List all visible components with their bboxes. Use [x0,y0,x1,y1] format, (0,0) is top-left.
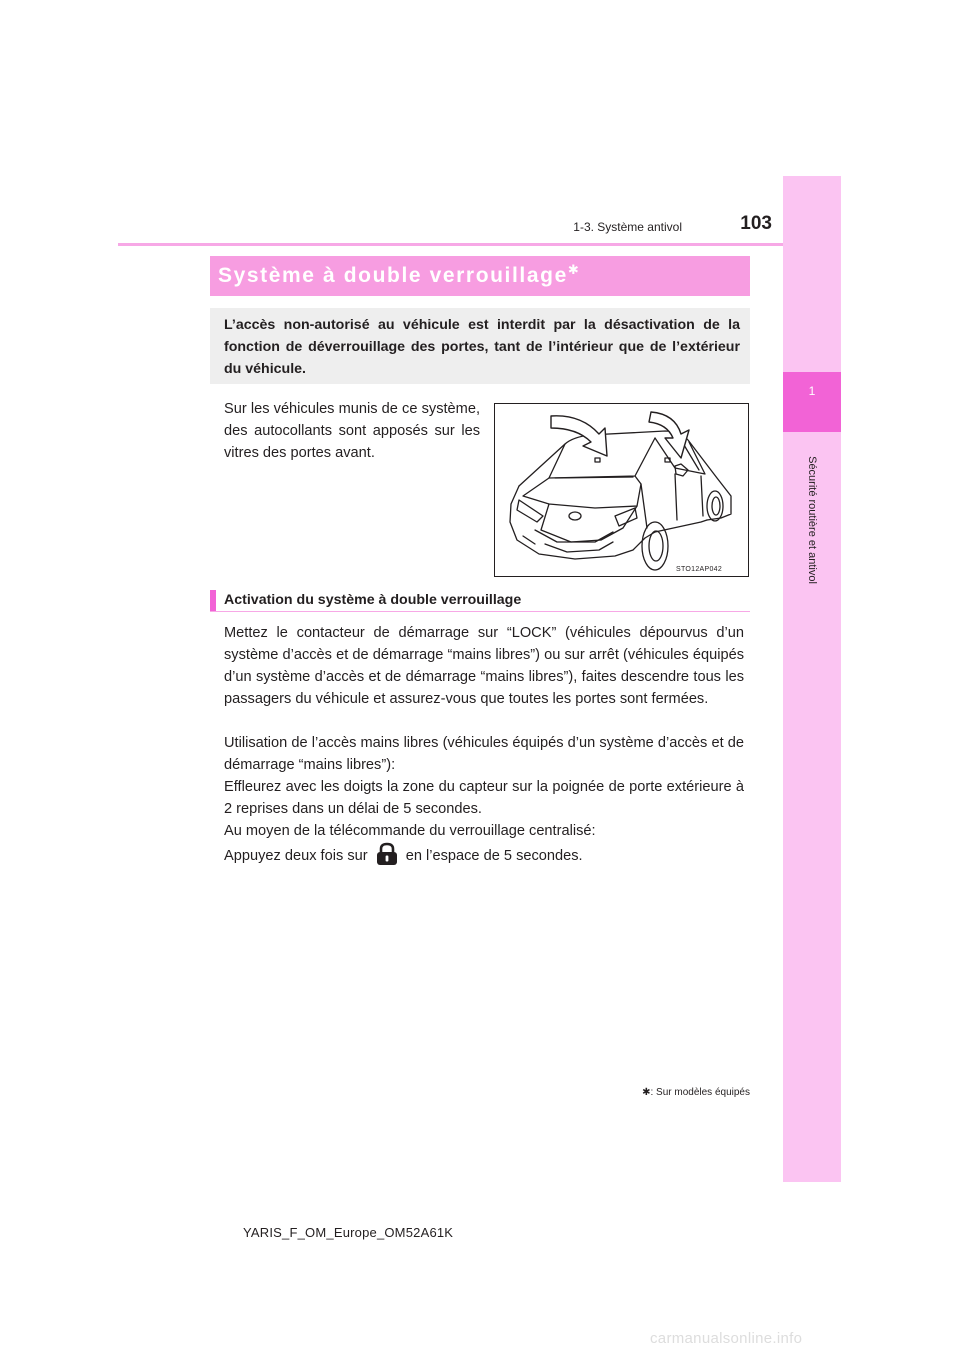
footnote-text: : Sur modèles équipés [650,1087,750,1098]
step-1-paragraph: Mettez le contacteur de démarrage sur “LOCK” (véhicules dépourvus d’un système d’accès et de démarrage “mains libres”) ou sur arrêt (véhicules équipés d’un système d’accès et de démarrage “mains libres”), faites descendre tous les passagers du véhicule et assurez-vous que toutes les portes sont fermées. [224,625,744,707]
step-3-text-after: en l’espace de 5 secondes. [405,848,583,864]
step-3-line-2 [224,842,744,867]
chapter-number: 1 [808,384,816,398]
chapter-title: Sécurité routière et antivol [806,456,818,584]
document-id: YARIS_F_OM_Europe_OM52A61K [243,1225,454,1240]
lock-icon [374,842,400,866]
step-2-line-2: Effleurez avec les doigts la zone du capteur sur la poignée de porte extérieure à 2 reprises dans un délai de 5 secondes. [224,779,744,817]
sub-heading-marker [210,590,216,612]
intro-text: L’accès non-autorisé au véhicule est interdit par la désactivation de la fonction de déverrouillage des portes, tant de l’intérieur que de l’extérieur du véhicule. [224,317,740,377]
page-title-text: Système à double verrouillage [218,264,568,287]
step-2-paragraph [224,732,744,820]
header-rule [118,243,783,246]
sub-heading: Activation du système à double verrouillage [224,592,522,608]
figure-code: STO12AP042 [676,566,723,573]
page-number: 103 [740,213,772,234]
sticker-paragraph: Sur les véhicules munis de ce système, des autocollants sont apposés sur les vitres des portes avant. [224,401,480,461]
title-star: ✱ [567,262,579,277]
watermark: carmanualsonline.info [650,1330,803,1347]
arrow-icon [649,412,689,458]
section-reference: 1-3. Système antivol [573,220,682,234]
chapter-tab-strip [783,176,841,1182]
step-3-text-before: Appuyez deux fois sur [224,848,368,864]
step-2-line-1: Utilisation de l’accès mains libres (véhicules équipés d’un système d’accès et de démarrage “mains libres”): [224,735,744,773]
step-3-line-1: Au moyen de la télécommande du verrouillage centralisé: [224,823,596,839]
step-3-paragraph [224,820,744,867]
sub-heading-rule [210,611,750,612]
footnote [560,1087,750,1098]
chapter-tab-active [783,372,841,432]
footnote-star: ✱ [642,1087,651,1098]
page-title [218,262,579,288]
car-illustration [495,404,748,576]
